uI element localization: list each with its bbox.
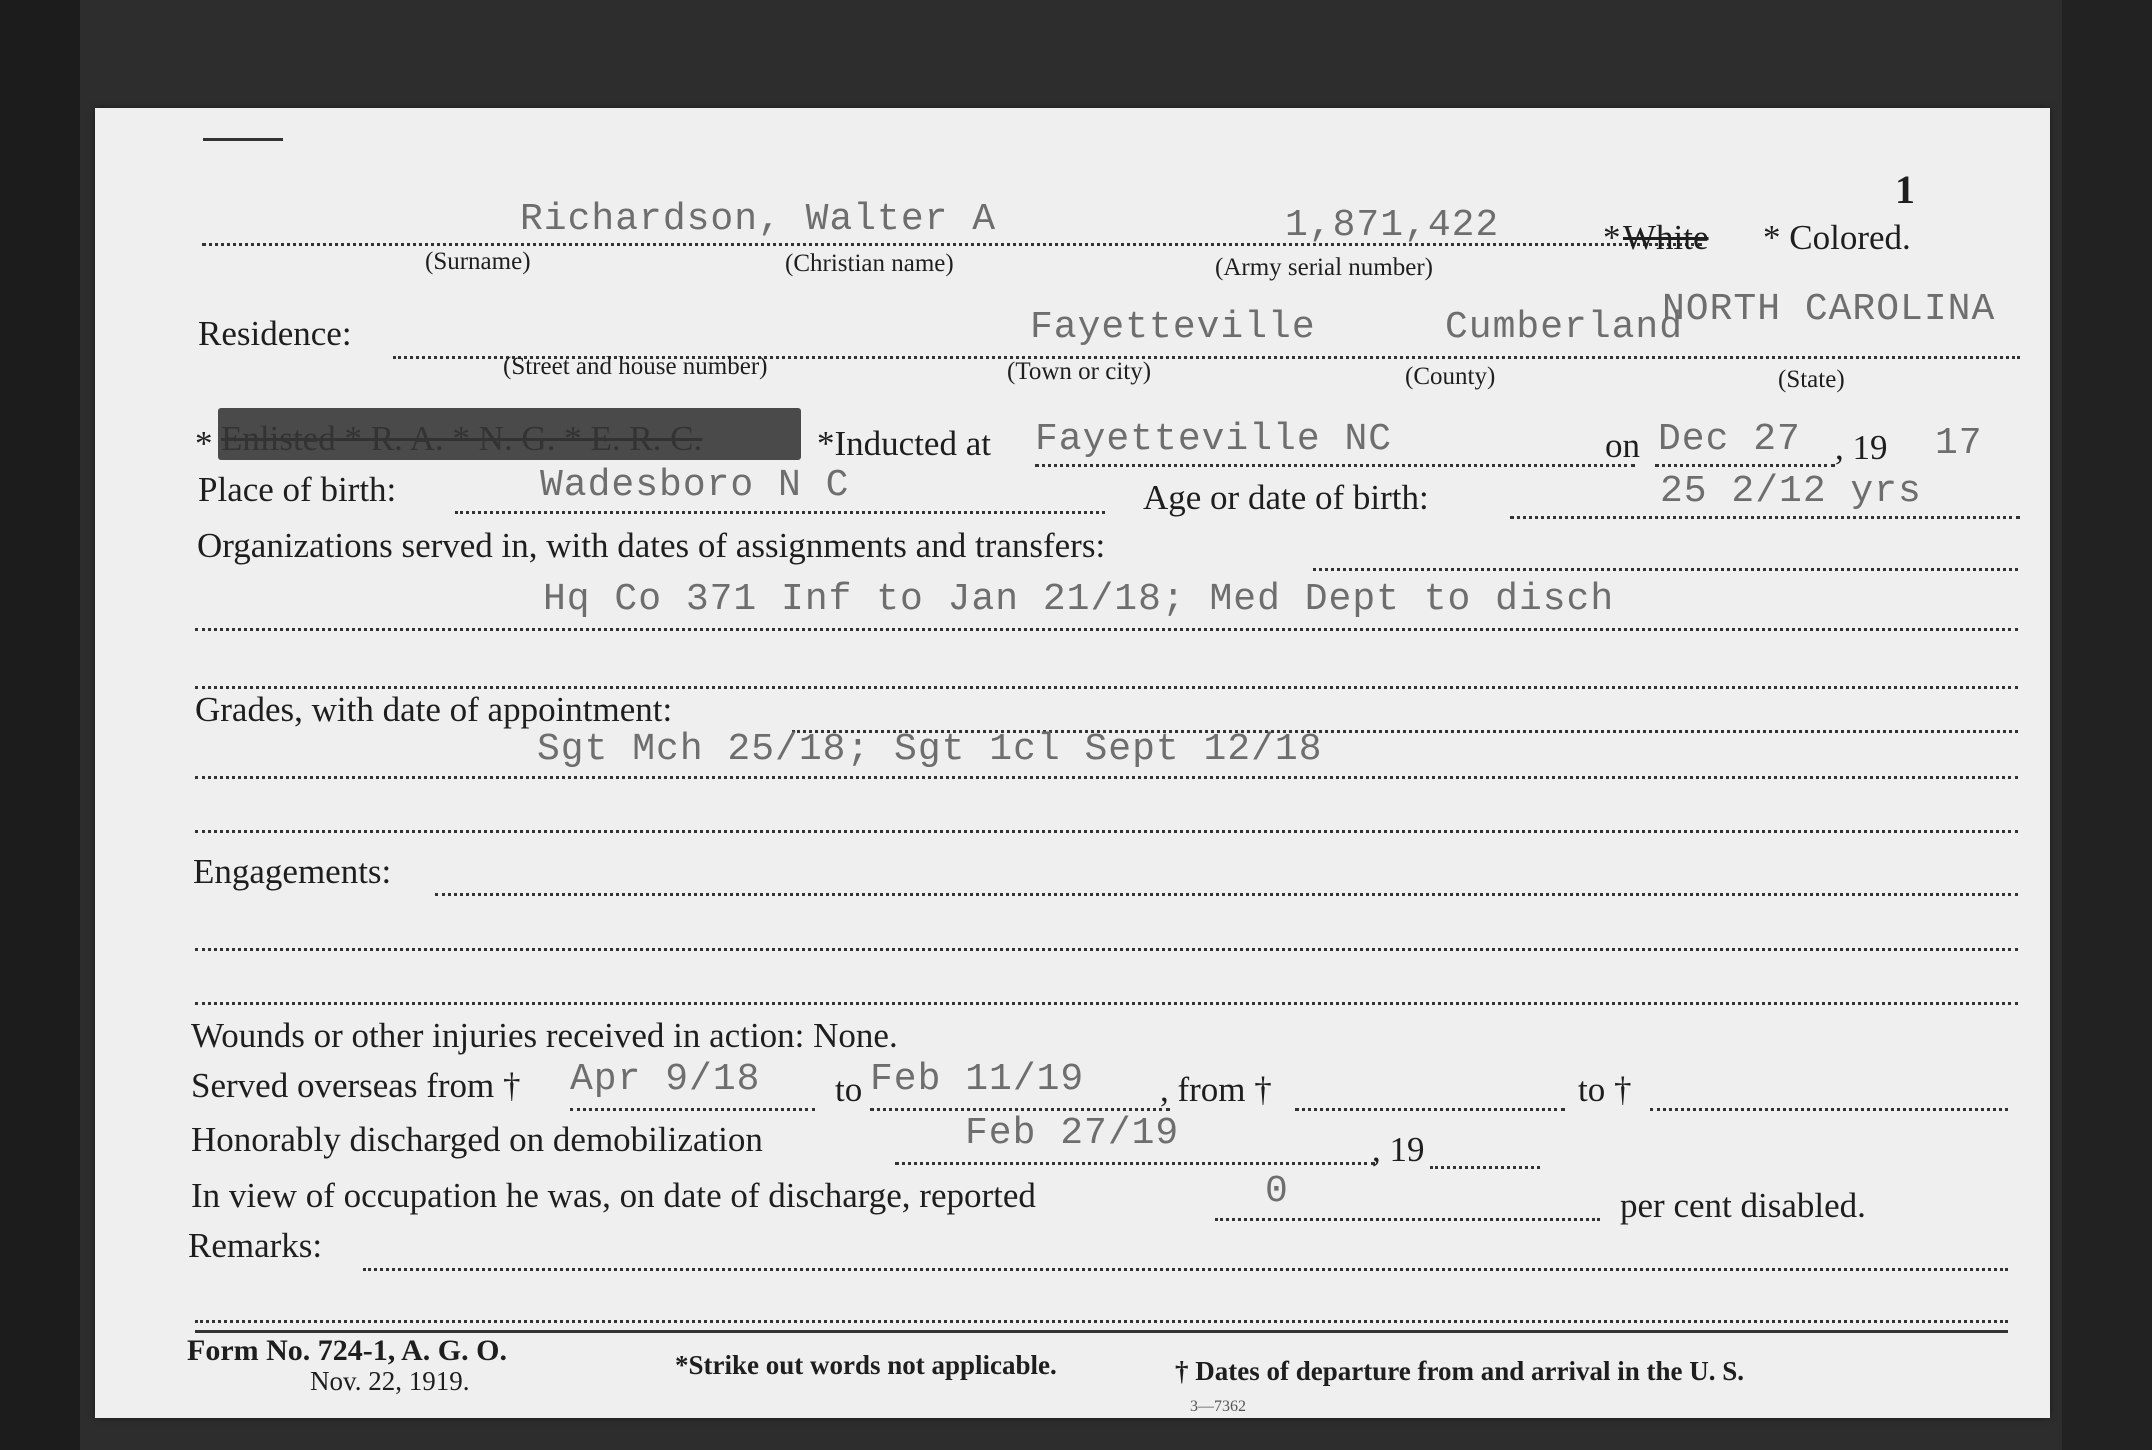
grades-label: Grades, with date of appointment:: [195, 690, 673, 729]
discharged-rule: [895, 1162, 1375, 1165]
serial-value: 1,871,422: [1285, 204, 1500, 247]
wounds-label: Wounds or other injuries received in action: None.: [191, 1016, 898, 1055]
engagements-rule-1: [435, 893, 2018, 896]
overseas-label: Served overseas from †: [191, 1066, 521, 1105]
serial-caption: (Army serial number): [1215, 254, 1433, 281]
surname-caption: (Surname): [425, 248, 531, 275]
form-date: Nov. 22, 1919.: [310, 1366, 470, 1396]
street-caption: (Street and house number): [503, 353, 768, 380]
footnote-dates: † Dates of departure from and arrival in the U. S.: [1175, 1356, 1744, 1386]
second-from-label: , from †: [1160, 1070, 1272, 1109]
card-number: 1: [1895, 167, 1915, 212]
discharged-value: Feb 27/19: [965, 1112, 1180, 1155]
discharged-year-prefix: , 19: [1372, 1130, 1425, 1169]
induction-year: 17: [1935, 422, 1983, 465]
overseas-to-value: Feb 11/19: [870, 1058, 1085, 1101]
race-colored: * Colored.: [1763, 218, 1911, 257]
discharged-label: Honorably discharged on demobilization: [191, 1120, 763, 1159]
disabled-suffix: per cent disabled.: [1620, 1186, 1866, 1225]
overseas-from-rule: [570, 1108, 815, 1111]
state-caption: (State): [1778, 366, 1845, 393]
induction-date-rule: [1655, 464, 1835, 467]
inducted-label: *Inducted at: [817, 424, 991, 463]
birth-place-rule: [455, 511, 1105, 514]
second-from-rule: [1295, 1108, 1565, 1111]
state-value: NORTH CAROLINA: [1662, 288, 1996, 331]
christian-name-caption: (Christian name): [785, 250, 954, 277]
organizations-rule-3: [195, 686, 2018, 689]
footer-rule: [195, 1330, 2008, 1333]
grades-value: Sgt Mch 25/18; Sgt 1cl Sept 12/18: [537, 728, 1323, 771]
year-prefix: , 19: [1835, 428, 1888, 467]
organizations-rule-1: [1313, 568, 2018, 571]
grades-rule-2: [195, 776, 2018, 779]
age-value: 25 2/12 yrs: [1660, 470, 1922, 513]
birth-place-label: Place of birth:: [198, 470, 397, 509]
disabled-rule: [1215, 1218, 1600, 1221]
enlisted-options-struck: Enlisted * R. A. * N. G. * E. R. C.: [221, 419, 703, 458]
remarks-rule-2: [195, 1320, 2008, 1323]
scan-border-left: [0, 0, 80, 1450]
print-code: 3—7362: [1190, 1398, 1246, 1415]
on-label: on: [1605, 426, 1640, 465]
name-value: Richardson, Walter A: [520, 198, 997, 241]
to-label: to: [835, 1070, 863, 1109]
county-value: Cumberland: [1445, 306, 1684, 349]
county-caption: (County): [1405, 363, 1496, 390]
footnote-strike-out: *Strike out words not applicable.: [675, 1350, 1057, 1380]
age-rule: [1510, 516, 2020, 519]
organizations-rule-2: [195, 628, 2018, 631]
residence-label: Residence:: [198, 314, 352, 353]
engagements-rule-3: [195, 1002, 2018, 1005]
second-to-label: to †: [1578, 1070, 1632, 1109]
remarks-label: Remarks:: [188, 1226, 323, 1265]
engagements-rule-2: [195, 948, 2018, 951]
race-white-struck: White: [1623, 218, 1709, 257]
scan-border-right: [2062, 0, 2152, 1450]
inducted-rule: [1035, 464, 1635, 467]
town-value: Fayetteville: [1030, 306, 1316, 349]
organizations-value: Hq Co 371 Inf to Jan 21/18; Med Dept to disch: [543, 578, 1615, 621]
overseas-from-value: Apr 9/18: [570, 1058, 761, 1101]
remarks-rule-1: [363, 1268, 2008, 1271]
enlisted-asterisk: *: [195, 424, 213, 463]
race-asterisk: *: [1603, 218, 1621, 257]
discharged-year-rule: [1430, 1166, 1540, 1169]
second-to-rule: [1650, 1108, 2008, 1111]
town-caption: (Town or city): [1007, 358, 1152, 385]
occupation-label: In view of occupation he was, on date of discharge, reported: [191, 1176, 1036, 1215]
engagements-label: Engagements:: [193, 852, 392, 891]
grades-rule-3: [195, 830, 2018, 833]
inducted-value: Fayetteville NC: [1035, 418, 1393, 461]
overseas-to-rule: [870, 1108, 1170, 1111]
form-number: Form No. 724-1, A. G. O.: [187, 1334, 507, 1367]
induction-date-value: Dec 27: [1658, 418, 1801, 461]
birth-place-value: Wadesboro N C: [540, 464, 850, 507]
service-record-card: [95, 108, 2050, 1418]
age-label: Age or date of birth:: [1143, 478, 1429, 517]
organizations-label: Organizations served in, with dates of assignments and transfers:: [197, 526, 1106, 565]
top-rule: [203, 138, 283, 141]
disabled-value: 0: [1265, 1170, 1289, 1213]
